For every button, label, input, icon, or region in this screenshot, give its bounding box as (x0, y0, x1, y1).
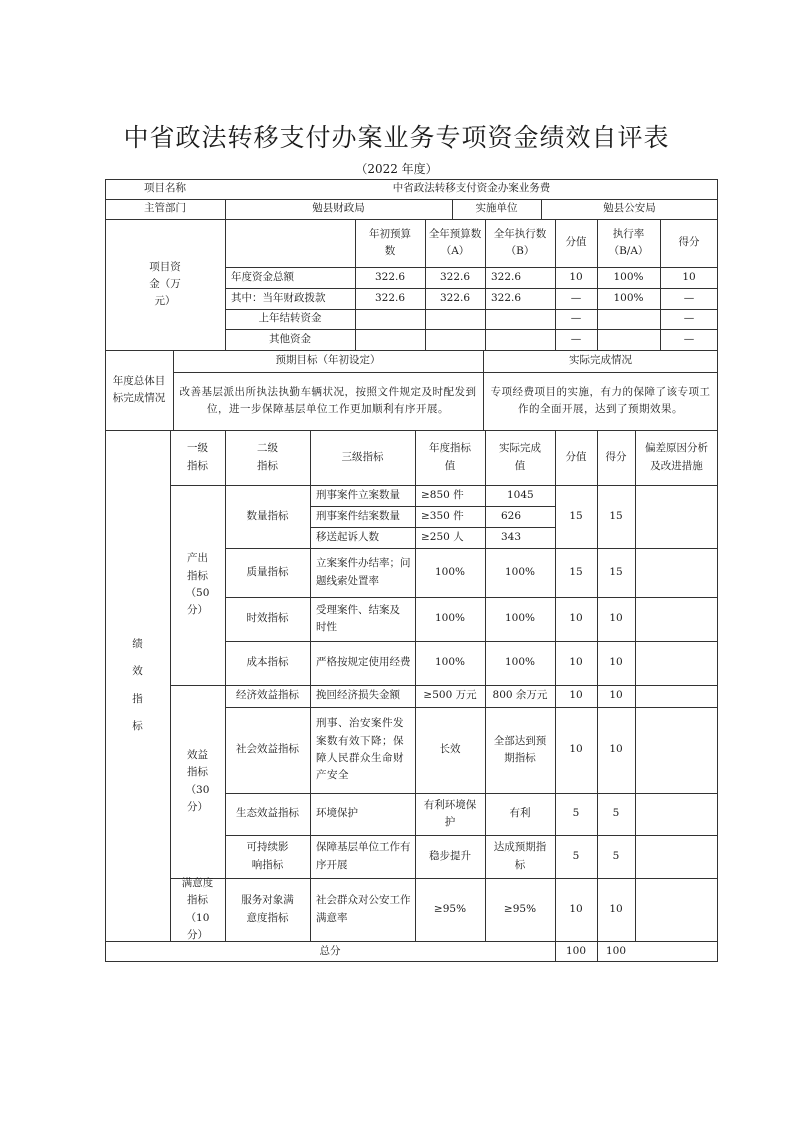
ind-header-level3: 三级指标 (341, 450, 384, 463)
quantity-item-name: 刑事案件立案数量 (316, 488, 400, 501)
total-score-value: 100 (565, 944, 587, 957)
social-label: 社会效益指标 (236, 743, 299, 756)
ind-header-level1: 一级指标 (187, 442, 208, 472)
output-indicator-label: 产出指标（50 分） (185, 552, 210, 617)
funds-cell: — (683, 291, 695, 304)
timeliness-actual: 100% (504, 612, 536, 625)
funds-cell: 322.6 (374, 270, 406, 283)
satisfaction-score: 10 (609, 902, 623, 915)
sustainable-target: 稳步提升 (429, 849, 471, 862)
funds-cell: 322.6 (374, 291, 406, 304)
funds-cell: — (570, 312, 582, 325)
funds-header-initial: 年初预算数 (369, 227, 411, 257)
quantity-item-target: ≥350 件 (421, 509, 464, 522)
ecological-name: 环境保护 (316, 807, 358, 820)
ind-header-target: 年度指标值 (429, 442, 471, 472)
ind-header-score: 得分 (605, 450, 627, 463)
quality-score: 15 (609, 565, 623, 578)
goals-actual-text: 专项经费项目的实施，有力的保障了该专项工作的全面开展，达到了预期效果。 (490, 385, 711, 415)
ecological-score-value: 5 (572, 807, 580, 820)
economic-name: 挽回经济损失金额 (316, 689, 400, 702)
funds-row-label: 其中：当年财政拨款 (231, 291, 326, 304)
project-name-value: 中省政法转移支付资金办案业务费 (392, 182, 551, 195)
timeliness-label: 时效指标 (246, 612, 289, 625)
quantity-item-target: ≥250 人 (421, 530, 464, 543)
sustainable-score: 5 (612, 849, 620, 862)
social-score-value: 10 (569, 743, 583, 756)
goals-actual-header: 实际完成情况 (569, 354, 632, 367)
satisfaction-indicator-label: 满意度指标（10 分） (181, 876, 214, 941)
cost-actual: 100% (504, 656, 536, 669)
funds-cell: 10 (682, 270, 696, 283)
funds-cell: 10 (569, 270, 583, 283)
cost-target: 100% (434, 656, 466, 669)
quantity-item-name: 移送起诉人数 (316, 530, 379, 543)
funds-row-label: 其他资金 (269, 332, 311, 345)
quality-score-value: 15 (569, 565, 583, 578)
economic-target: ≥500 万元 (423, 689, 477, 702)
impl-label: 实施单位 (475, 202, 518, 215)
satisfaction-target: ≥95% (433, 902, 467, 915)
quantity-item-name: 刑事案件结案数量 (316, 509, 400, 522)
funds-header-score-value: 分值 (565, 236, 587, 249)
page-title: 中省政法转移支付办案业务专项资金绩效自评表 (123, 123, 670, 152)
ind-header-actual: 实际完成值 (499, 442, 541, 472)
timeliness-score-value: 10 (569, 612, 583, 625)
economic-actual: 800 余万元 (492, 689, 548, 702)
funds-header-annual: 全年预算数（A） (428, 227, 482, 257)
goals-label: 年度总体目标完成情况 (112, 374, 166, 404)
cost-label: 成本指标 (246, 656, 289, 669)
social-name: 刑事、治安案件发案数有效下降；保障人民群众生命财产安全 (316, 717, 404, 782)
economic-score: 10 (609, 689, 623, 702)
evaluation-table (105, 179, 718, 962)
year-subtitle: （2022 年度） (355, 162, 438, 176)
funds-cell: — (683, 312, 695, 325)
quality-label: 质量指标 (246, 565, 289, 578)
total-label: 总分 (319, 944, 341, 957)
funds-cell: 322.6 (491, 291, 522, 304)
ecological-score: 5 (612, 807, 620, 820)
sustainable-score-value: 5 (572, 849, 580, 862)
total-score: 100 (605, 944, 627, 957)
quantity-item-target: ≥850 件 (421, 488, 464, 501)
timeliness-name: 受理案件、结案及时性 (316, 603, 400, 633)
social-score: 10 (609, 743, 623, 756)
project-name-label: 项目名称 (144, 182, 186, 195)
ecological-target: 有利环境保护 (423, 798, 477, 828)
funds-cell: 322.6 (491, 270, 522, 283)
funds-header-score: 得分 (678, 236, 700, 249)
benefit-indicator-label: 效益指标（30 分） (185, 748, 210, 813)
impl-value: 勉县公安局 (603, 202, 656, 215)
ecological-actual: 有利 (509, 807, 531, 820)
funds-row-label: 上年结转资金 (258, 312, 322, 325)
sustainable-name: 保障基层单位工作有序开展 (316, 841, 411, 871)
cost-name: 严格按规定使用经费 (316, 656, 411, 669)
quantity-item-actual: 343 (501, 530, 522, 543)
ind-header-deviation: 偏差原因分析及改进措施 (645, 442, 708, 472)
quality-target: 100% (434, 565, 466, 578)
timeliness-target: 100% (434, 612, 466, 625)
ecological-label: 生态效益指标 (236, 807, 299, 820)
funds-header-executed: 全年执行数（B） (493, 227, 547, 257)
funds-cell: 322.6 (439, 270, 471, 283)
quantity-score-value: 15 (569, 509, 583, 522)
funds-cell: 100% (613, 270, 644, 283)
quantity-score: 15 (609, 509, 623, 522)
cost-score-value: 10 (569, 656, 583, 669)
funds-cell: — (570, 291, 582, 304)
quality-name: 立案案件办结率；问题线索处置率 (316, 557, 411, 587)
satisfaction-sub-label: 服务对象满意度指标 (241, 894, 294, 924)
timeliness-score: 10 (609, 612, 623, 625)
ind-header-level2: 二级指标 (257, 442, 278, 472)
quantity-label: 数量指标 (246, 509, 289, 522)
sustainable-label: 可持续影响指标 (246, 841, 289, 871)
funds-row-label: 年度资金总额 (231, 270, 294, 283)
dept-value: 勉县财政局 (312, 202, 365, 215)
funds-cell: 100% (613, 291, 644, 304)
cost-score: 10 (609, 656, 623, 669)
satisfaction-score-value: 10 (569, 902, 583, 915)
funds-label: 项目资金（万元） (149, 260, 181, 308)
quality-actual: 100% (504, 565, 536, 578)
funds-cell: 322.6 (439, 291, 471, 304)
indicators-label: 绩效指标 (132, 637, 143, 732)
funds-cell: — (683, 332, 695, 345)
economic-score-value: 10 (569, 689, 583, 702)
dept-label: 主管部门 (144, 202, 186, 215)
goals-expected-header: 预期目标（年初设定） (275, 354, 381, 367)
sustainable-actual: 达成预期指标 (493, 841, 547, 871)
social-actual: 全部达到预期指标 (493, 734, 547, 764)
satisfaction-actual: ≥95% (503, 902, 537, 915)
funds-header-rate: 执行率（B/A） (608, 227, 649, 257)
goals-expected-text: 改善基层派出所执法执勤车辆状况，按照文件规定及时配发到位，进一步保障基层单位工作更加顺利有序开展。 (179, 385, 477, 415)
quantity-item-actual: 626 (501, 509, 522, 522)
economic-label: 经济效益指标 (236, 689, 299, 702)
social-target: 长效 (439, 743, 461, 756)
ind-header-score-value: 分值 (565, 450, 587, 463)
funds-cell: — (570, 332, 582, 345)
satisfaction-name: 社会群众对公安工作满意率 (316, 894, 411, 924)
quantity-item-actual: 1045 (507, 488, 534, 501)
